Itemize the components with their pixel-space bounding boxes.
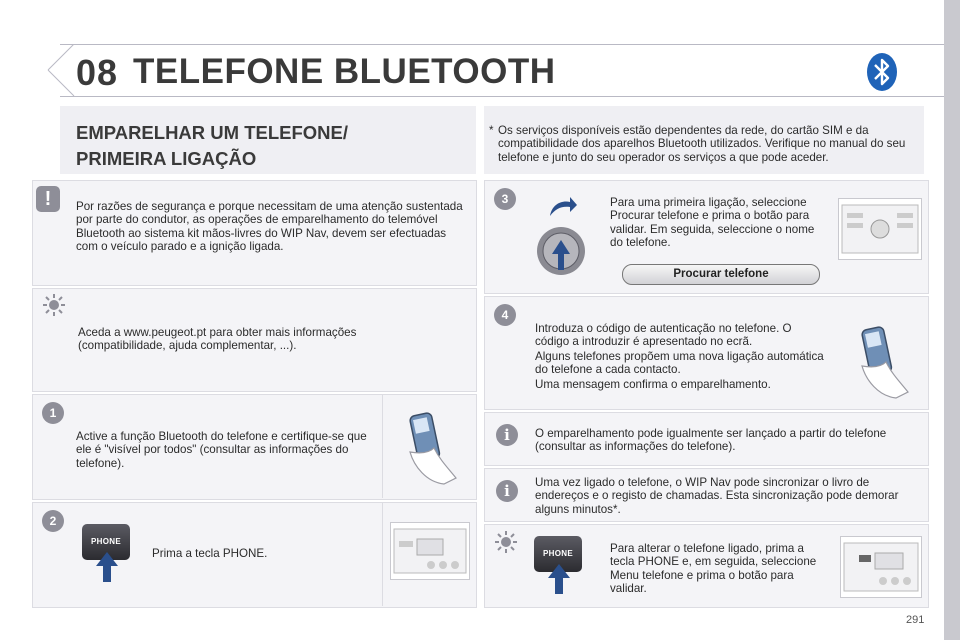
- warning-icon: !: [36, 186, 60, 212]
- section-title-line1: EMPARELHAR UM TELEFONE/: [76, 122, 349, 143]
- radio-panel-illustration-2: [840, 536, 922, 598]
- phone-key-button[interactable]: PHONE: [82, 524, 130, 560]
- step4-number: 4: [494, 304, 516, 326]
- header-rule-top: [60, 44, 945, 45]
- bluetooth-icon: [866, 52, 898, 92]
- step4-paragraph-1: Introduza o código de autenticação no telefone. O código a introduzir é apresentado no ecrã.: [535, 322, 792, 349]
- tip-text: Aceda a www.peugeot.pt para obter mais informações (compatibilidade, ajuda complementar, ...).: [78, 326, 357, 353]
- rotary-knob-icon[interactable]: [536, 226, 586, 276]
- info1-icon: i: [496, 424, 518, 446]
- arrow-up-icon-2: [548, 564, 570, 594]
- hand-phone-icon-2: [852, 322, 912, 402]
- phone-key-button-2[interactable]: PHONE: [534, 536, 582, 572]
- radio-panel-illustration: [390, 522, 470, 580]
- header-slash: [46, 44, 76, 97]
- step3-text: Para uma primeira ligação, seleccione Procurar telefone e prima o botão para validar. Em seguida, seleccione o nome do telefone.: [610, 196, 815, 250]
- console-illustration: [838, 198, 922, 260]
- hand-phone-icon: [400, 408, 460, 488]
- section-title: [76, 120, 348, 172]
- step2-divider: [382, 502, 383, 606]
- page-title: TELEFONE BLUETOOTH: [133, 52, 556, 91]
- side-rail: [944, 0, 960, 640]
- step4-paragraph-3: Uma mensagem confirma o emparelhamento.: [535, 378, 771, 391]
- step1-number: 1: [42, 402, 64, 424]
- step1-text: Active a função Bluetooth do telefone e certifique-se que ele é "visível por todos" (consultar as informações do telefone).: [76, 430, 367, 470]
- info1-text: O emparelhamento pode igualmente ser lançado a partir do telefone (consultar as informações do telefone).: [535, 427, 887, 454]
- step4-paragraph-2: Alguns telefones propõem uma nova ligação automática do telefone a cada contacto.: [535, 350, 824, 377]
- tip2-icon: [494, 530, 518, 554]
- info2-text: Uma vez ligado o telefone, o WIP Nav pode sincronizar o livro de endereços e o registo de chamadas. Esta sincronização pode demorar alguns minutos*.: [535, 476, 899, 516]
- info2-icon: i: [496, 480, 518, 502]
- step2-text: Prima a tecla PHONE.: [152, 547, 268, 560]
- curved-arrow-icon: [548, 196, 578, 218]
- section-title-line2: PRIMEIRA LIGAÇÃO: [76, 148, 257, 169]
- footnote-text: Os serviços disponíveis estão dependentes da rede, do cartão SIM e da compatibilidade dos aparelhos Bluetooth utilizados. Verifique no manual do seu telefone e junto do seu operador os serviços a que pode aceder.: [498, 124, 906, 164]
- tip2-text: Para alterar o telefone ligado, prima a tecla PHONE e, em seguida, seleccione Menu telefone e prima o botão para validar.: [610, 542, 817, 596]
- step3-number: 3: [494, 188, 516, 210]
- arrow-up-icon: [96, 552, 118, 582]
- footnote-marker: *: [489, 124, 494, 137]
- warning-text: Por razões de segurança e porque necessitam de uma atenção sustentada por parte do condutor, as operações de emparelhamento do telemóvel Bluetooth ao sistema kit mãos-livres do WIP Nav, devem ser efectuadas com o veículo parado e a ignição ligada.: [76, 200, 463, 254]
- step1-divider: [382, 394, 383, 498]
- header-rule-bottom: [60, 96, 945, 97]
- chapter-number: 08: [76, 52, 119, 93]
- search-phone-button[interactable]: Procurar telefone: [622, 264, 820, 285]
- step2-number: 2: [42, 510, 64, 532]
- tip-icon: [42, 293, 66, 317]
- page-number: 291: [906, 614, 925, 626]
